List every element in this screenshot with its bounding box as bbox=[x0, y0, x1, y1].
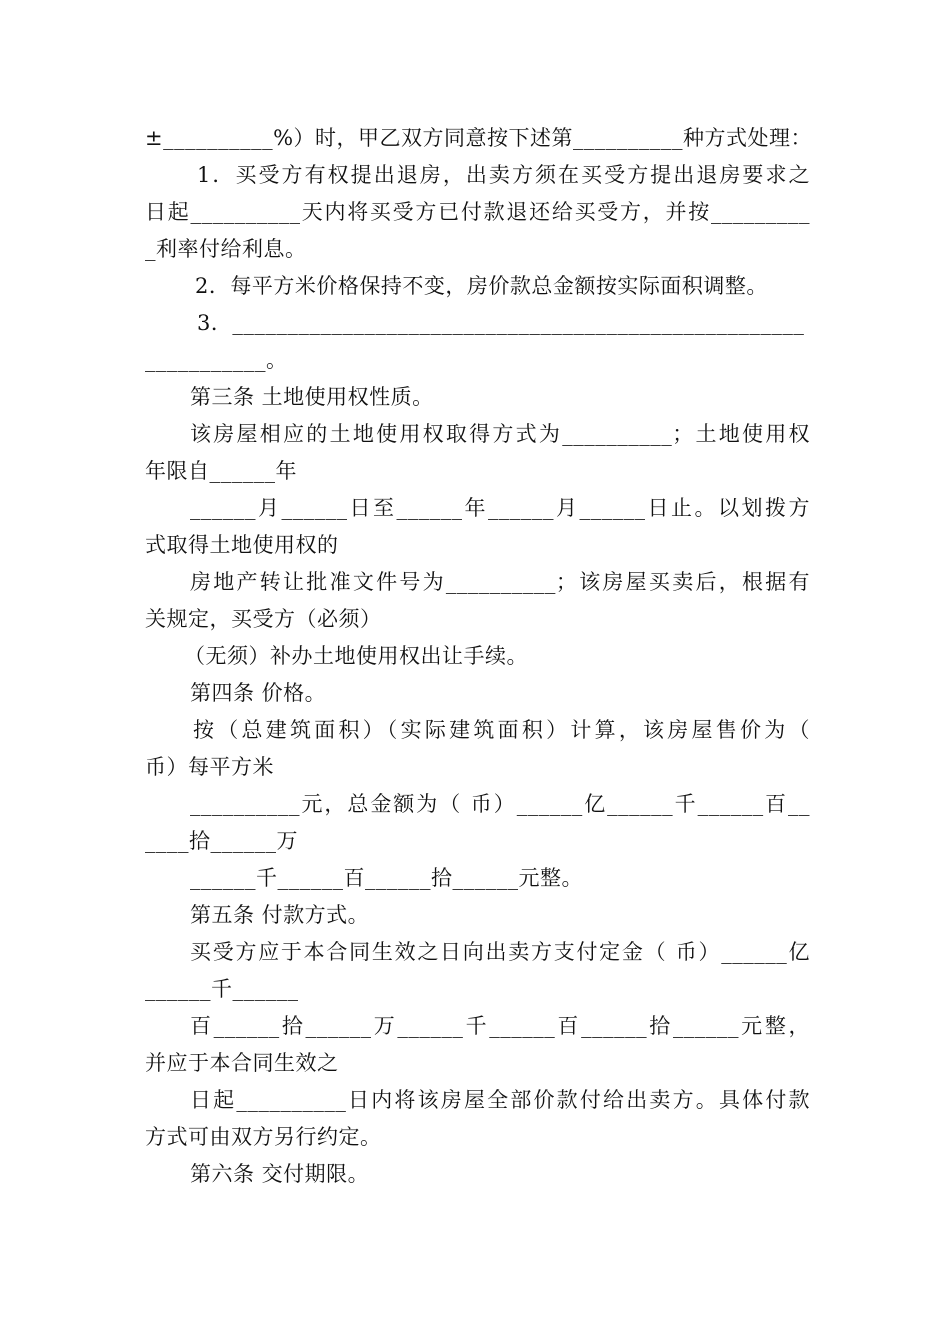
text-line: 年限自______年 bbox=[145, 459, 297, 483]
text-line: （无须）补办土地使用权出让手续。 bbox=[184, 644, 528, 668]
text-line: ______月______日至______年______月______日止。以划拨方 bbox=[190, 496, 810, 520]
text-line: 币）每平方米 bbox=[145, 755, 274, 779]
text-line: 百______拾______万______千______百______拾______元整， bbox=[190, 1014, 810, 1038]
text-line: ______千______百______拾______元整。 bbox=[190, 866, 583, 890]
text-line: ±__________%）时，甲乙双方同意按下述第__________种方式处理： bbox=[145, 126, 813, 150]
text-line: ___________。 bbox=[145, 348, 288, 372]
text-line: 2．每平方米价格保持不变，房价款总金额按实际面积调整。 bbox=[195, 274, 768, 298]
text-line: 1．买受方有权提出退房，出卖方须在买受方提出退房要求之 bbox=[197, 163, 810, 187]
text-line: 日起__________日内将该房屋全部价款付给出卖方。具体付款 bbox=[190, 1088, 810, 1112]
text-line: 日起__________天内将买受方已付款退还给买受方，并按_________ bbox=[145, 200, 810, 224]
text-line: ____拾______万 bbox=[145, 829, 298, 853]
text-line: _利率付给利息。 bbox=[145, 237, 307, 261]
text-line: 房地产转让批准文件号为__________；该房屋买卖后，根据有 bbox=[190, 570, 810, 594]
text-line: 该房屋相应的土地使用权取得方式为__________；土地使用权 bbox=[190, 422, 810, 446]
text-line: 式取得土地使用权的 bbox=[145, 533, 339, 557]
section-heading: 第三条 土地使用权性质。 bbox=[190, 385, 434, 409]
section-heading: 第五条 付款方式。 bbox=[190, 903, 370, 927]
text-line: 并应于本合同生效之 bbox=[145, 1051, 339, 1075]
text-line: ______千______ bbox=[145, 977, 299, 1001]
text-line: 按（总建筑面积）（实际建筑面积）计算，该房屋售价为（ bbox=[193, 718, 810, 742]
text-line: 买受方应于本合同生效之日向出卖方支付定金（ 币）______亿 bbox=[190, 940, 810, 964]
text-line: __________元，总金额为（ 币）______亿______千______百__ bbox=[190, 792, 810, 816]
text-line: 3．____________________________________________________ bbox=[197, 311, 805, 335]
text-line: 关规定，买受方（必须） bbox=[145, 607, 382, 631]
section-heading: 第四条 价格。 bbox=[190, 681, 327, 705]
section-heading: 第六条 交付期限。 bbox=[190, 1162, 370, 1186]
text-line: 方式可由双方另行约定。 bbox=[145, 1125, 382, 1149]
